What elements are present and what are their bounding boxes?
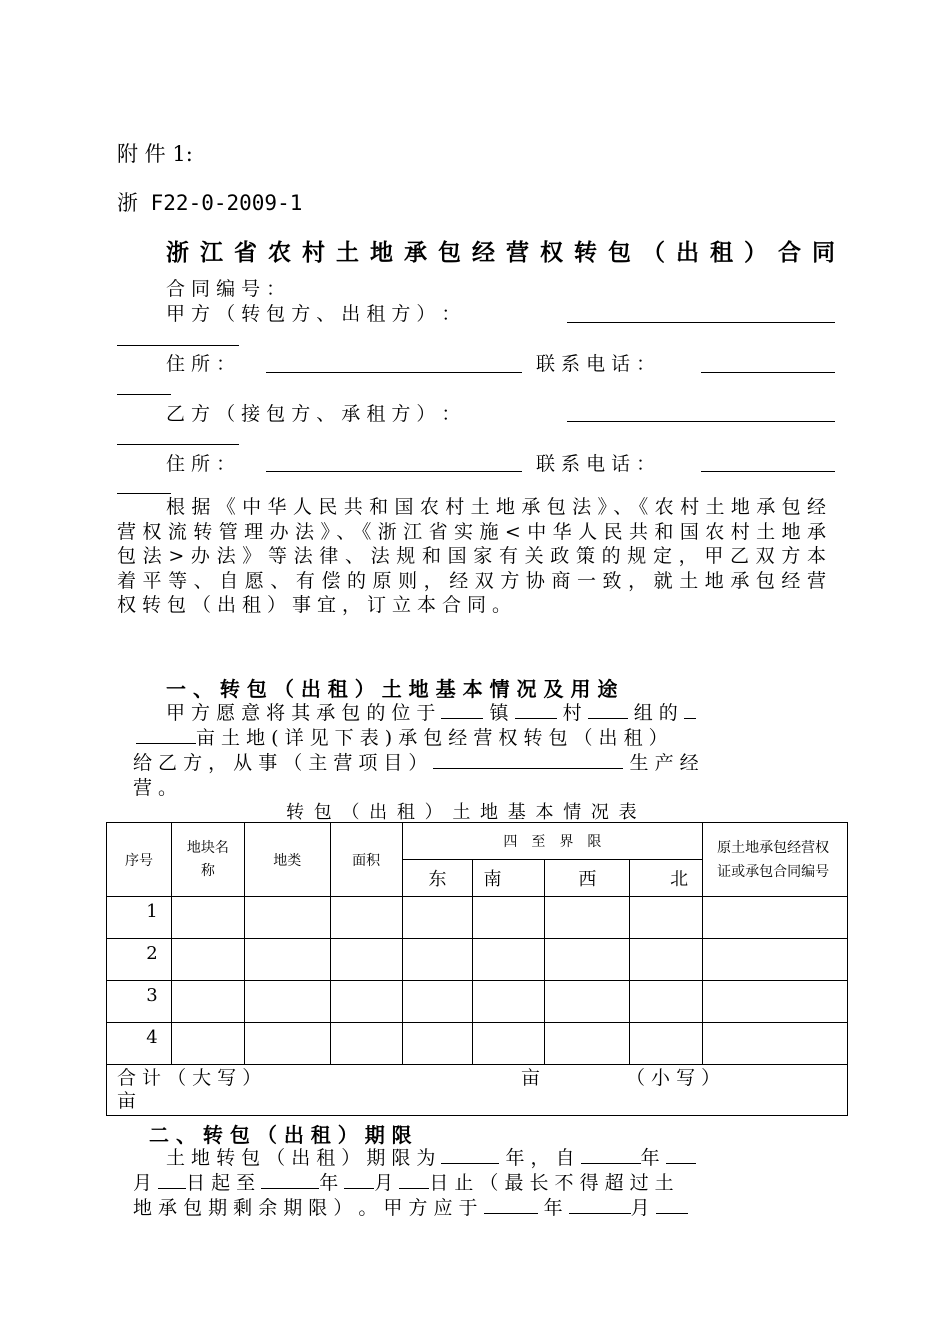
- section-2-line-1: [166, 1143, 696, 1170]
- table-row: [107, 981, 848, 1023]
- row-seq: 2: [107, 939, 172, 981]
- party-b-field[interactable]: [567, 421, 835, 422]
- area-field-cont[interactable]: [136, 742, 196, 744]
- table-cell[interactable]: [402, 981, 473, 1023]
- table-cell[interactable]: [703, 939, 848, 981]
- total-mu-label: 亩: [521, 1067, 541, 1089]
- start-year-field[interactable]: [581, 1162, 641, 1164]
- row-seq: 4: [107, 1023, 172, 1065]
- table-cell[interactable]: [545, 897, 630, 939]
- table-cell[interactable]: [473, 1023, 545, 1065]
- party-a-address-label: 住 所 ：: [166, 353, 236, 375]
- table-cell[interactable]: [703, 981, 848, 1023]
- year-label: 年: [640, 1147, 660, 1169]
- year-from-label: 年 ， 自: [505, 1147, 575, 1169]
- table-cell[interactable]: [545, 1023, 630, 1065]
- end-month-field[interactable]: [344, 1187, 374, 1189]
- party-a-address-field[interactable]: [266, 372, 522, 373]
- total-lowercase-label: （ 小 写 ）: [626, 1067, 721, 1089]
- see-table-note: ( 详 见 下 表 ): [271, 727, 393, 749]
- main-project-field[interactable]: [433, 767, 623, 769]
- delivery-month-field[interactable]: [569, 1212, 631, 1214]
- party-a-label: 甲 方 （ 转 包 方 、 出 租 方 ） ：: [166, 303, 461, 325]
- table-cell[interactable]: [545, 981, 630, 1023]
- village-field[interactable]: [515, 717, 557, 719]
- total-row: [107, 1065, 848, 1116]
- table-cell[interactable]: [545, 939, 630, 981]
- production-label: 生 产 经: [629, 752, 699, 774]
- party-a-phone-field-cont[interactable]: [117, 394, 171, 395]
- term-years-field[interactable]: [441, 1162, 499, 1164]
- table-cell[interactable]: [244, 1023, 330, 1065]
- attachment-label: 附 件 1:: [117, 142, 193, 166]
- table-cell[interactable]: [402, 897, 473, 939]
- row-seq: 3: [107, 981, 172, 1023]
- table-cell[interactable]: [703, 897, 848, 939]
- party-b-phone-label: 联 系 电 话 ：: [536, 453, 656, 475]
- delivery-year-field[interactable]: [484, 1212, 538, 1214]
- table-cell[interactable]: [171, 1023, 244, 1065]
- area-field[interactable]: [684, 717, 696, 719]
- contract-number-label: 合 同 编 号 ：: [166, 278, 286, 300]
- header-north: 北: [630, 860, 703, 897]
- table-cell[interactable]: [703, 1023, 848, 1065]
- party-b-phone-field[interactable]: [701, 471, 835, 472]
- delivery-day-field[interactable]: [656, 1212, 688, 1214]
- table-cell[interactable]: [244, 897, 330, 939]
- party-a-field[interactable]: [567, 322, 835, 323]
- section-1-heading: 一 、 转 包 （ 出 租 ） 土 地 基 本 情 况 及 用 途: [166, 677, 618, 701]
- total-mu-label-2: 亩: [117, 1090, 137, 1112]
- table-cell[interactable]: [630, 897, 703, 939]
- table-cell[interactable]: [630, 1023, 703, 1065]
- party-b-address-label: 住 所 ：: [166, 453, 236, 475]
- town-label: 镇: [489, 702, 509, 724]
- group-label: 组 的: [633, 702, 678, 724]
- table-cell[interactable]: [402, 1023, 473, 1065]
- table-cell[interactable]: [171, 897, 244, 939]
- header-area: 面积: [330, 823, 402, 897]
- table-cell[interactable]: [473, 939, 545, 981]
- table-cell[interactable]: [171, 939, 244, 981]
- party-b-label: 乙 方 （ 接 包 方 、 承 租 方 ） ：: [166, 403, 461, 425]
- location-prefix: 甲 方 愿 意 将 其 承 包 的 位 于: [166, 702, 436, 724]
- document-title: 浙江省农村土地承包经营权转包（出租）合同: [166, 239, 846, 266]
- section-1-line-4: 营 。: [133, 777, 178, 799]
- party-a-phone-label: 联 系 电 话 ：: [536, 353, 656, 375]
- total-uppercase-label: 合 计 （ 大 写 ）: [117, 1067, 262, 1089]
- table-row: [107, 1023, 848, 1065]
- mu-land-label: 亩 土 地: [196, 727, 266, 749]
- delivery-month-label: 月: [630, 1197, 650, 1219]
- section-1-line-1: [166, 698, 696, 725]
- section-1-line-2: [136, 723, 668, 750]
- party-b-field-cont[interactable]: [117, 444, 239, 445]
- table-cell[interactable]: [244, 981, 330, 1023]
- table-cell[interactable]: [330, 897, 402, 939]
- table-cell[interactable]: [402, 939, 473, 981]
- header-seq: 序号: [107, 823, 172, 897]
- delivery-year-label: 年: [543, 1197, 563, 1219]
- party-b-address-field[interactable]: [266, 471, 522, 472]
- table-caption: 转 包 （ 出 租 ） 土 地 基 本 情 况 表: [286, 802, 639, 823]
- table-row: [107, 897, 848, 939]
- group-field[interactable]: [588, 717, 628, 719]
- delivery-label: 地 承 包 期 剩 余 期 限 ） 。 甲 方 应 于: [133, 1197, 478, 1219]
- header-land-type: 地类: [244, 823, 330, 897]
- start-day-field[interactable]: [158, 1187, 186, 1189]
- table-cell[interactable]: [473, 897, 545, 939]
- party-b-phone-field-cont[interactable]: [117, 493, 171, 494]
- transfer-label: 承 包 经 营 权 转 包 （ 出 租 ）: [398, 727, 668, 749]
- table-cell[interactable]: [330, 939, 402, 981]
- party-a-field-cont[interactable]: [117, 345, 239, 346]
- header-boundary: 四 至 界 限: [402, 823, 703, 860]
- end-year-label: 年: [319, 1172, 339, 1194]
- table-cell[interactable]: [330, 1023, 402, 1065]
- end-year-field[interactable]: [261, 1187, 319, 1189]
- section-2-line-2: [133, 1168, 674, 1195]
- end-month-label: 月: [374, 1172, 394, 1194]
- table-cell[interactable]: [244, 939, 330, 981]
- preamble-paragraph: 根据《中华人民共和国农村土地承包法》、《农村土地承包经营权流转管理办法》、《浙江省实施<中华人民共和国农村土地承包法>办法》等法律、法规和国家有关政策的规定，甲乙双方本着平等、自愿、有偿的原则，经双方协商一致，就土地承包经营权转包（出租）事宜，订立本合同。: [117, 496, 832, 617]
- start-month-field[interactable]: [666, 1162, 696, 1164]
- section-1-line-3: [133, 748, 699, 775]
- table-cell[interactable]: [330, 981, 402, 1023]
- to-party-b-label: 给 乙 方 ， 从 事 （ 主 营 项 目 ）: [133, 752, 428, 774]
- header-south: 南: [473, 860, 545, 897]
- header-cert-number: 原土地承包经营权证或承包合同编号: [703, 823, 848, 897]
- document-code: 浙 F22-0-2009-1: [117, 191, 303, 215]
- land-info-table: [106, 822, 848, 1116]
- table-cell[interactable]: [473, 981, 545, 1023]
- table-cell[interactable]: [630, 939, 703, 981]
- header-east: 东: [402, 860, 473, 897]
- header-west: 西: [545, 860, 630, 897]
- total-cell[interactable]: [107, 1065, 848, 1116]
- day-until-label: 日 起 至: [186, 1172, 256, 1194]
- end-day-field[interactable]: [399, 1187, 429, 1189]
- table-row: [107, 939, 848, 981]
- section-2-line-3: [133, 1193, 688, 1220]
- row-seq: 1: [107, 897, 172, 939]
- town-field[interactable]: [441, 717, 483, 719]
- section-2-heading: 二 、 转 包 （ 出 租 ） 期 限: [149, 1123, 412, 1147]
- table-cell[interactable]: [630, 981, 703, 1023]
- end-day-note: 日 止 （ 最 长 不 得 超 过 土: [429, 1172, 674, 1194]
- village-label: 村: [562, 702, 582, 724]
- table-cell[interactable]: [171, 981, 244, 1023]
- month-label: 月: [133, 1172, 153, 1194]
- party-a-phone-field[interactable]: [701, 372, 835, 373]
- term-label: 土 地 转 包 （ 出 租 ） 期 限 为: [166, 1147, 436, 1169]
- header-plot-name: 地块名称: [171, 823, 244, 897]
